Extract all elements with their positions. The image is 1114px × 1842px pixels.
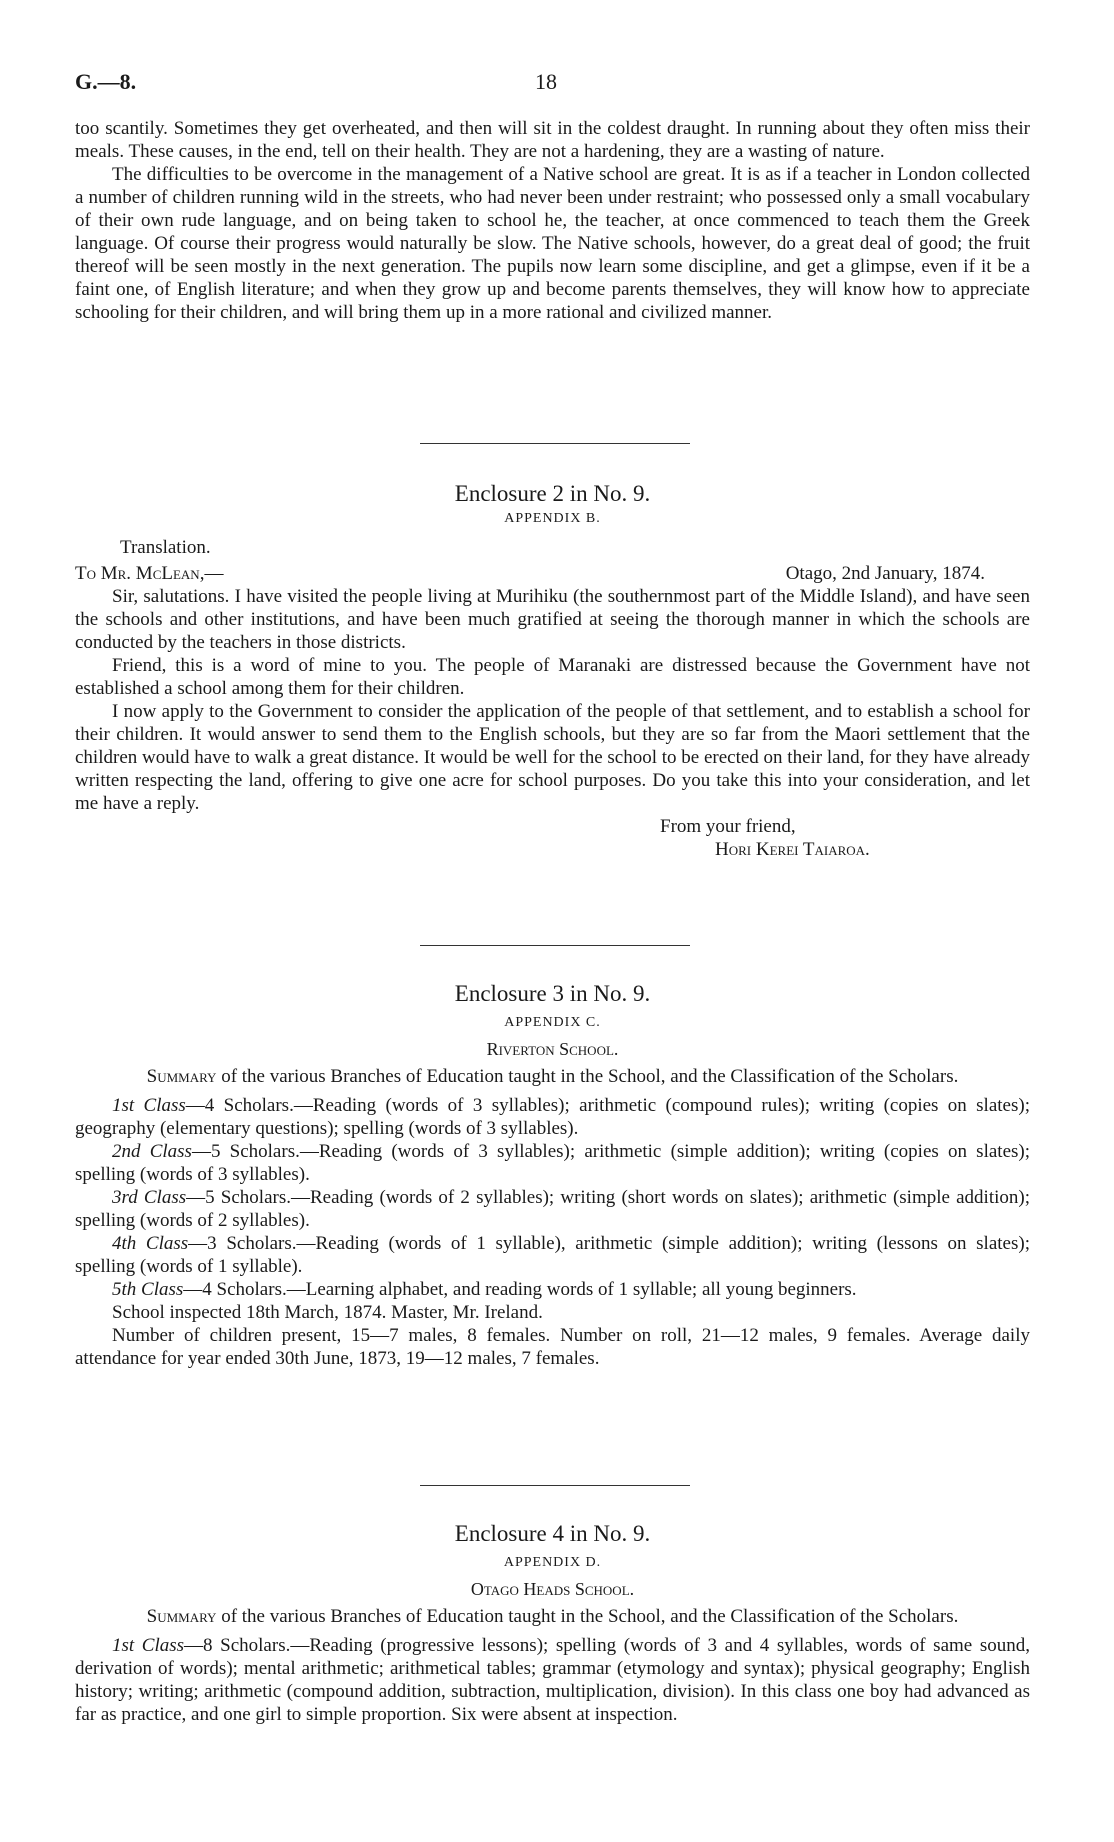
class-name: 2nd Class bbox=[112, 1141, 192, 1162]
summary-lead: Summary bbox=[146, 1606, 217, 1627]
class-entry bbox=[75, 1094, 1030, 1140]
class-text: —5 Scholars.—Reading (words of 2 syllables); writing (short words on slates); arithmetic (simple addition); spelling (words of 2 syllables). bbox=[75, 1187, 1030, 1231]
class-text: —8 Scholars.—Reading (progressive lessons); spelling (words of 3 and 4 syllables, words of same sound, derivation of words); mental arithmetic; arithmetical tables; grammar (etymology and syntax); physical geography; English history; writing; arithmetic (compound addition, subtraction, multiplication, division). In this class one boy had advanced as far as practice, and one girl to simple proportion. Six were absent at inspection. bbox=[75, 1635, 1030, 1725]
enclosure-title: Enclosure 3 in No. 9. bbox=[454, 981, 651, 1006]
class-entry bbox=[75, 1634, 1030, 1726]
class-list bbox=[75, 1634, 1030, 1726]
class-entry bbox=[75, 1140, 1030, 1186]
class-name: 1st Class bbox=[112, 1635, 185, 1656]
letter-paragraph: I now apply to the Government to consider the application of the people of that settlement, and to establish a school for their children. It would answer to send them to the English schools, but they are so far from the Maori settlement that the children would have to walk a great distance. It would be well for the school to be erected on their land, for they have already written respecting the land, offering to give one acre for school purposes. Do you take this into your consideration, and let me have a reply. bbox=[75, 701, 1030, 814]
letter-address-row bbox=[75, 562, 1030, 585]
letter-paragraph: Sir, salutations. I have visited the people living at Murihiku (the southernmost part of the Middle Island), and have seen the schools and other institutions, and have been much gratified at seeing the thorough manner in which the schools are conducted by the teachers in those districts. bbox=[75, 586, 1030, 653]
letter-signature: Hori Kerei Taiaroa. bbox=[715, 839, 870, 860]
intro-section bbox=[75, 117, 1030, 324]
class-name: 1st Class bbox=[112, 1095, 186, 1116]
intro-paragraph: too scantily. Sometimes they get overheated, and then will sit in the coldest draught. In running about they often miss their meals. These causes, in the end, tell on their health. They are not a hardening, they are a wasting of nature. bbox=[75, 118, 1030, 162]
class-text: —4 Scholars.—Learning alphabet, and reading words of 1 syllable; all young beginners. bbox=[183, 1279, 857, 1300]
attendance-numbers: Number of children present, 15—7 males, 8 females. Number on roll, 21—12 males, 9 females. Average daily attendance for year ended 30th June, 1873, 19—12 males, 7 females. bbox=[75, 1325, 1030, 1369]
letter-place-date: Otago, 2nd January, 1874. bbox=[785, 563, 985, 584]
inspection-note: School inspected 18th March, 1874. Master, Mr. Ireland. bbox=[112, 1302, 543, 1323]
letter-recipient: To Mr. McLean,— bbox=[75, 563, 224, 584]
summary-lead: Summary bbox=[146, 1066, 217, 1087]
section-divider bbox=[420, 945, 690, 946]
class-entry bbox=[75, 1186, 1030, 1232]
letter-closing: From your friend, bbox=[660, 816, 796, 837]
section-divider bbox=[420, 443, 690, 444]
school-name: Otago Heads School. bbox=[470, 1579, 635, 1599]
enclosure-3 bbox=[75, 980, 1030, 1370]
enclosure-title: Enclosure 4 in No. 9. bbox=[454, 1521, 651, 1546]
appendix-label: APPENDIX D. bbox=[503, 1555, 602, 1570]
class-text: —3 Scholars.—Reading (words of 1 syllable), arithmetic (simple addition); writing (lessons on slates); spelling (words of 1 syllable). bbox=[75, 1233, 1030, 1277]
class-entry bbox=[75, 1278, 1030, 1301]
page-header bbox=[75, 70, 1030, 100]
appendix-label: APPENDIX B. bbox=[504, 511, 601, 526]
summary-text: of the various Branches of Education taught in the School, and the Classification of the Scholars. bbox=[216, 1066, 959, 1087]
summary-text: of the various Branches of Education taught in the School, and the Classification of the Scholars. bbox=[216, 1606, 959, 1627]
page-number: 18 bbox=[535, 69, 557, 94]
appendix-label: APPENDIX C. bbox=[504, 1015, 601, 1030]
translation-label: Translation. bbox=[120, 537, 211, 558]
summary-heading bbox=[75, 1065, 1030, 1088]
class-name: 4th Class bbox=[112, 1233, 189, 1254]
section-divider bbox=[420, 1485, 690, 1486]
enclosure-4 bbox=[75, 1520, 1030, 1726]
intro-paragraph: The difficulties to be overcome in the management of a Native school are great. It is as if a teacher in London collected a number of children running wild in the streets, who had never been under restraint; who possessed only a small vocabulary of their own rude language, and on being taken to school he, the teacher, at once commenced to teach them the Greek language. Of course their progress would naturally be slow. The Native schools, however, do a great deal of good; the fruit thereof will be seen mostly in the next generation. The pupils now learn some discipline, and get a glimpse, even if it be a faint one, of English literature; and when they grow up and become parents themselves, they will know how to appreciate schooling for their children, and will bring them up in a more rational and civilized manner. bbox=[75, 164, 1030, 323]
letter-paragraph: Friend, this is a word of mine to you. The people of Maranaki are distressed because the Government have not established a school among them for their children. bbox=[75, 655, 1030, 699]
school-name: Riverton School. bbox=[486, 1039, 619, 1059]
enclosure-2 bbox=[75, 480, 1030, 861]
class-text: —4 Scholars.—Reading (words of 3 syllables); arithmetic (compound rules); writing (copies on slates); geography (elementary questions); spelling (words of 3 syllables). bbox=[75, 1095, 1030, 1139]
class-entry bbox=[75, 1232, 1030, 1278]
class-name: 5th Class bbox=[112, 1279, 184, 1300]
class-text: —5 Scholars.—Reading (words of 3 syllables); arithmetic (simple addition); writing (copies on slates); spelling (words of 3 syllables). bbox=[75, 1141, 1030, 1185]
summary-heading bbox=[75, 1605, 1030, 1628]
document-code: G.—8. bbox=[75, 69, 137, 94]
class-name: 3rd Class bbox=[112, 1187, 187, 1208]
class-list bbox=[75, 1094, 1030, 1301]
enclosure-title: Enclosure 2 in No. 9. bbox=[454, 481, 651, 506]
